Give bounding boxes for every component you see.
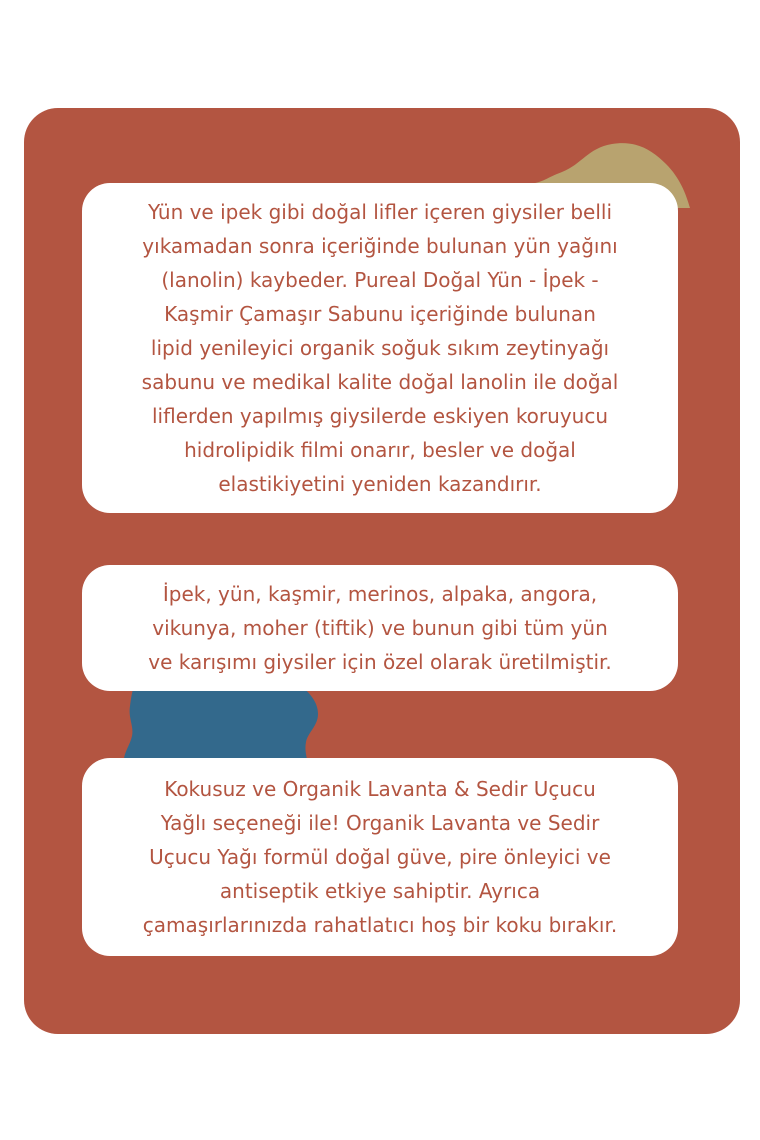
decorative-blue-blob [122, 686, 322, 766]
blue-blob-shape [124, 686, 318, 766]
info-card [24, 108, 740, 1034]
paragraph-lanolin: Yün ve ipek gibi doğal lifler içeren giysiler belli yıkamadan sonra içeriğinde bulunan yün yağını (lanolin) kaybeder. Pureal Doğal Yün - İpek - Kaşmir Çamaşır Sabunu içeriğinde bulunan lipid yenileyici organik soğuk sıkım zeytinyağı sabunu ve medikal kalite doğal lanolin ile doğal liflerden yapılmış giysilerde eskiyen koruyucu hidrolipidik filmi onarır, besler ve doğal elastikiyetini yeniden kazandırır. [141, 200, 619, 496]
text-box-lanolin [82, 183, 678, 513]
text-box-lavender [82, 758, 678, 956]
paragraph-fabrics: İpek, yün, kaşmir, merinos, alpaka, angora, vikunya, moher (tiftik) ve bunun gibi tüm yün ve karışımı giysiler için özel olarak üretilmiştir. [148, 582, 612, 674]
text-box-fabrics [82, 565, 678, 691]
paragraph-lavender: Kokusuz ve Organik Lavanta & Sedir Uçucu Yağlı seçeneği ile! Organik Lavanta ve Sedir Uçucu Yağı formül doğal güve, pire önleyici ve antiseptik etkiye sahiptir. Ayrıca çamaşırlarınızda rahatlatıcı hoş bir koku bırakır. [142, 777, 618, 937]
